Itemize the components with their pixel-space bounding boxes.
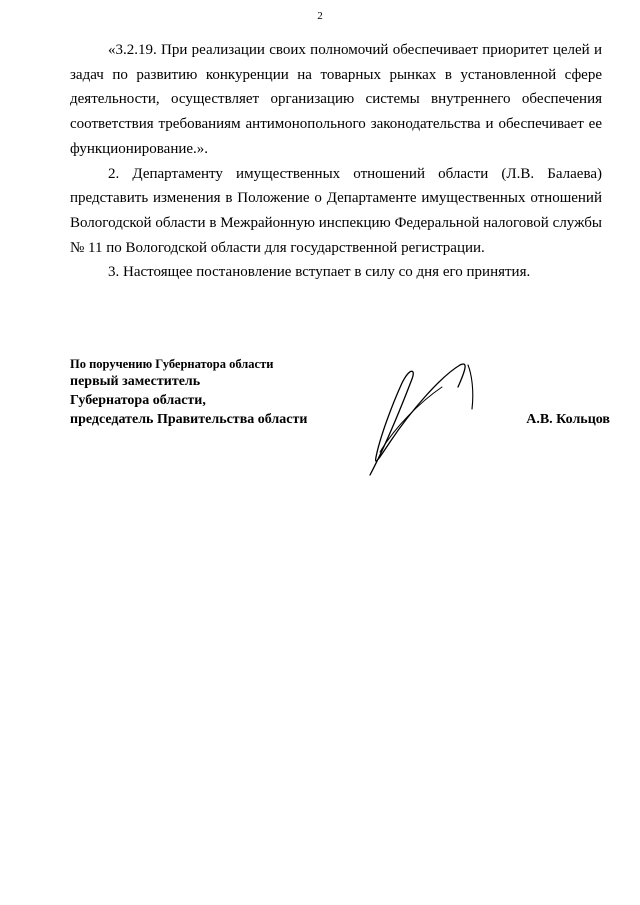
paragraph-item-3: 3. Настоящее постановление вступает в силу со дня его принятия. bbox=[108, 264, 531, 281]
signatory-title-line-3: председатель Правительства области bbox=[70, 412, 308, 427]
page-number: 2 bbox=[317, 10, 323, 22]
signatory-title-line-2: Губернатора области, bbox=[70, 393, 206, 408]
signature-block bbox=[70, 357, 610, 487]
signatory-authority-line: По поручению Губернатора области bbox=[70, 357, 274, 371]
handwritten-signature bbox=[350, 357, 495, 482]
signatory-title-line-1: первый заместитель bbox=[70, 374, 201, 389]
paragraph-item-2: 2. Департаменту имущественных отношений области (Л.В. Балаева) представить изменения в Положение о Департаменте имущественных отношений Вологодской области в Межрайонную инспекцию Федеральной налоговой службы № 11 по Вологодской области для государственной регистрации. bbox=[70, 165, 602, 256]
paragraph-clause-3-2-19: «3.2.19. При реализации своих полномочий обеспечивает приоритет целей и задач по развитию конкуренции на товарных рынках в установленной сфере деятельности, осуществляет организацию системы внутреннего обеспечения соответствия требованиям антимонопольного законодательства и обеспечивает ее функционирование.». bbox=[70, 42, 602, 157]
signatory-name: А.В. Кольцов bbox=[526, 412, 610, 427]
document-body bbox=[70, 38, 602, 285]
